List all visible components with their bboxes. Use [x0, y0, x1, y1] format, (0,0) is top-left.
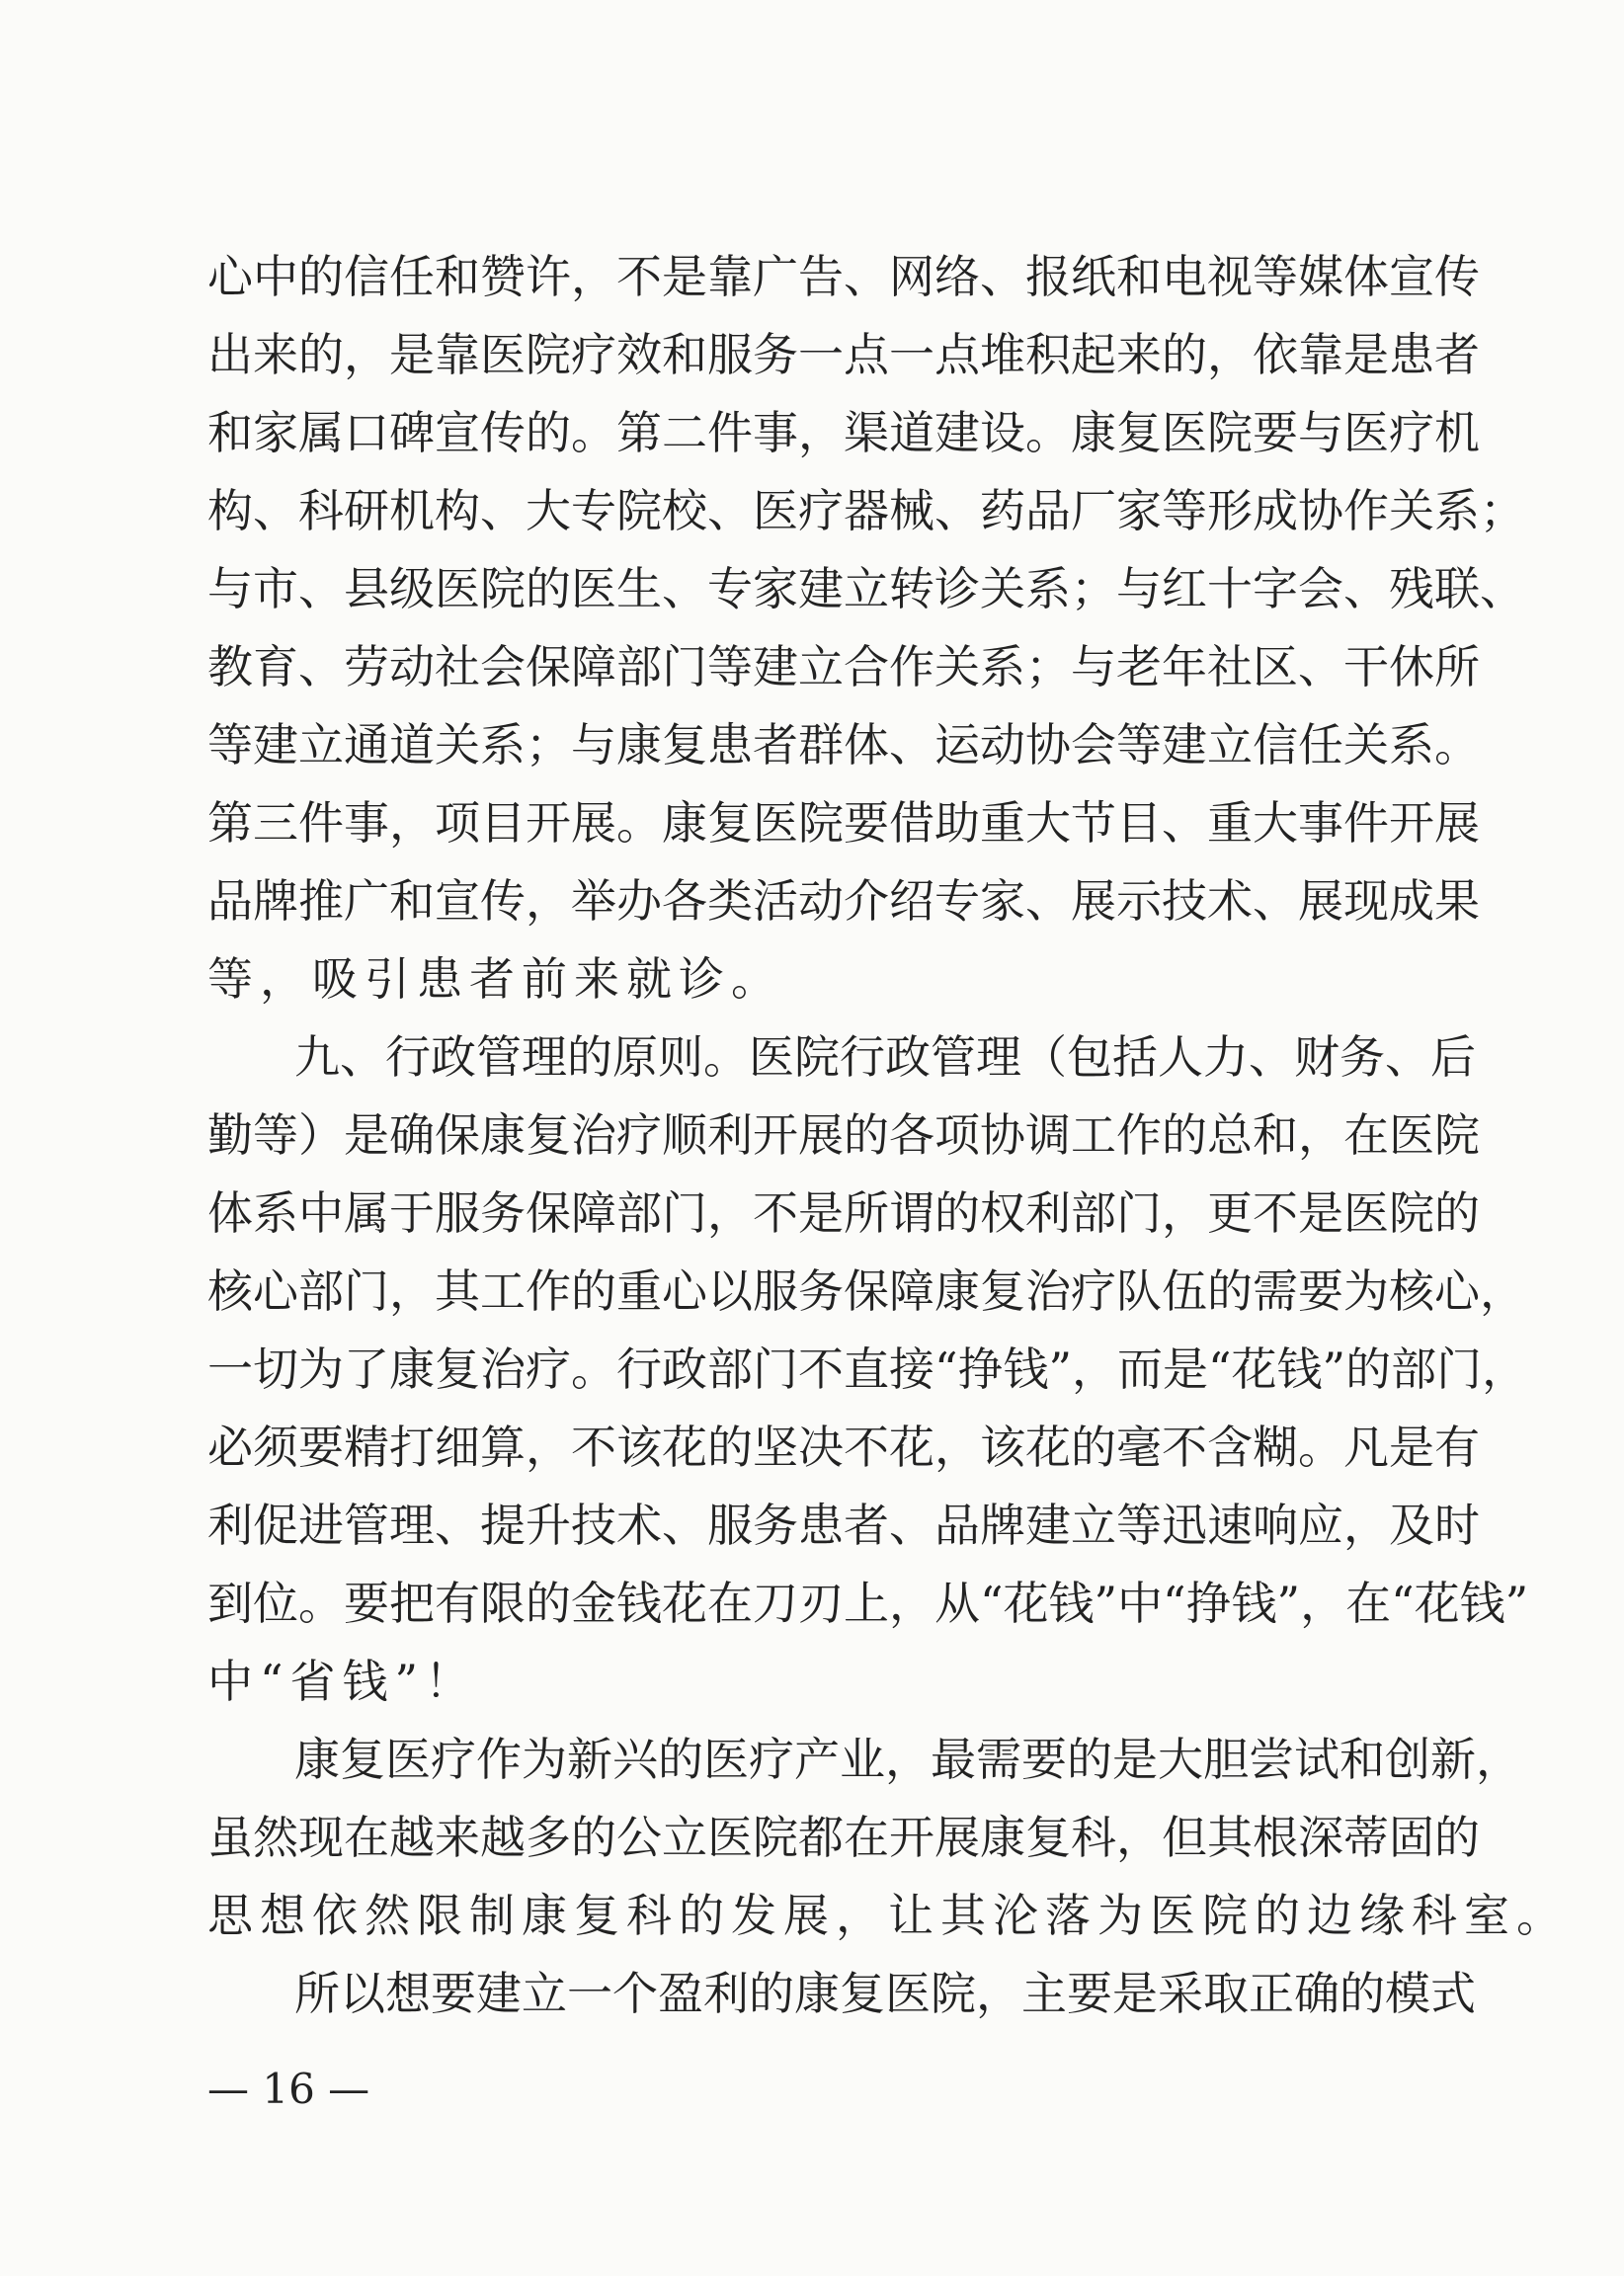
body-text-line: 出来的，是靠医院疗效和服务一点一点堆积起来的，依靠是患者 [207, 328, 1480, 381]
body-text-line: 一切为了康复治疗。行政部门不直接“挣钱”，而是“花钱”的部门， [207, 1342, 1528, 1396]
body-text-line: 利促进管理、提升技术、服务患者、品牌建立等迅速响应，及时 [207, 1499, 1480, 1552]
body-text-line: 中“省钱”！ [207, 1655, 478, 1708]
body-text-line: 心中的信任和赞许，不是靠广告、网络、报纸和电视等媒体宣传 [207, 250, 1480, 303]
body-text-line: 等，吸引患者前来就诊。 [207, 952, 783, 1006]
body-text-line: 虽然现在越来越多的公立医院都在开展康复科，但其根深蒂固的 [207, 1811, 1480, 1864]
body-text-line: 勤等）是确保康复治疗顺利开展的各项协调工作的总和，在医院 [207, 1108, 1480, 1162]
body-text-line: 必须要精打细算，不该花的坚决不花，该花的毫不含糊。凡是有 [207, 1421, 1480, 1474]
body-text-line: 第三件事，项目开展。康复医院要借助重大节目、重大事件开展 [207, 796, 1480, 850]
page-number: — 16 — [207, 2065, 370, 2113]
body-text-line: 构、科研机构、大专院校、医疗器械、药品厂家等形成协作关系； [207, 484, 1525, 537]
section-heading-line: 九、行政管理的原则。医院行政管理（包括人力、财务、后 [294, 1030, 1476, 1084]
body-text-line: 与市、县级医院的医生、专家建立转诊关系；与红十字会、残联、 [207, 562, 1525, 615]
body-text-line: 教育、劳动社会保障部门等建立合作关系；与老年社区、干休所 [207, 640, 1480, 693]
body-text-line: 到位。要把有限的金钱花在刀刃上，从“花钱”中“挣钱”，在“花钱” [207, 1577, 1529, 1630]
body-text-line: 核心部门，其工作的重心以服务保障康复治疗队伍的需要为核心， [207, 1264, 1525, 1318]
body-text-line: 和家属口碑宣传的。第二件事，渠道建设。康复医院要与医疗机 [207, 406, 1480, 459]
paragraph-first-line: 康复医疗作为新兴的医疗产业，最需要的是大胆尝试和创新， [294, 1733, 1521, 1786]
body-text-line: 体系中属于服务保障部门，不是所谓的权利部门，更不是医院的 [207, 1186, 1480, 1240]
body-text-line: 品牌推广和宣传，举办各类活动介绍专家、展示技术、展现成果 [207, 874, 1480, 928]
body-text-line: 等建立通道关系；与康复患者群体、运动协会等建立信任关系。 [207, 718, 1480, 772]
paragraph-first-line: 所以想要建立一个盈利的康复医院，主要是采取正确的模式 [294, 1967, 1476, 2020]
body-text-line: 思想依然限制康复科的发展，让其沦落为医院的边缘科室。 [207, 1889, 1569, 1942]
